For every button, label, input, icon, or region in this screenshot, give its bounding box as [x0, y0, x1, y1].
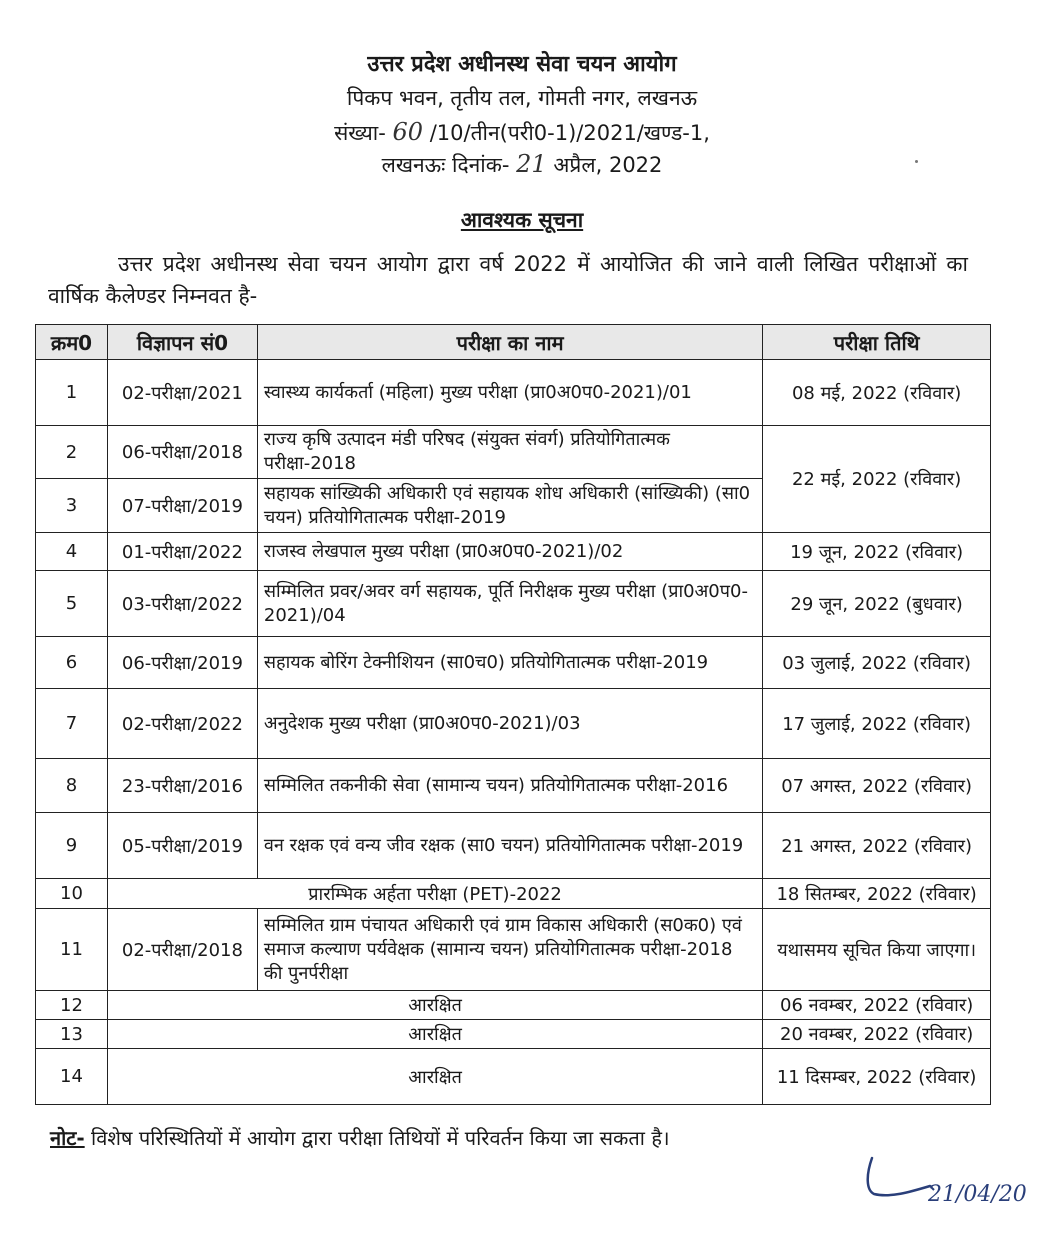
- header-exam-date: परीक्षा तिथि: [763, 325, 991, 360]
- serial-cell: 11: [36, 909, 108, 991]
- table-row: [36, 1020, 991, 1049]
- exam-date-cell: 22 मई, 2022 (रविवार): [763, 426, 991, 533]
- advertisement-cell: 05-परीक्षा/2019: [107, 813, 257, 879]
- exam-name-cell: अनुदेशक मुख्य परीक्षा (प्रा0अ0प0-2021)/03: [257, 689, 762, 759]
- serial-cell: 13: [36, 1020, 108, 1049]
- table-row: [36, 991, 991, 1020]
- advertisement-cell: 06-परीक्षा/2018: [107, 426, 257, 479]
- exam-name-cell: प्रारम्भिक अर्हता परीक्षा (PET)-2022: [107, 879, 762, 909]
- signature-date: 21/04/20: [928, 1182, 1027, 1207]
- footnote: [50, 1124, 670, 1151]
- exam-date-cell: 11 दिसम्बर, 2022 (रविवार): [763, 1049, 991, 1105]
- table-row: [36, 1049, 991, 1105]
- exam-date-cell: 08 मई, 2022 (रविवार): [763, 360, 991, 426]
- serial-cell: 14: [36, 1049, 108, 1105]
- ref-suffix: /10/तीन(परी0-1)/2021/खण्ड-1,: [429, 121, 710, 145]
- advertisement-cell: 02-परीक्षा/2021: [107, 360, 257, 426]
- exam-calendar-table: [35, 324, 991, 1105]
- exam-name-cell: स्वास्थ्य कार्यकर्ता (महिला) मुख्य परीक्षा (प्रा0अ0प0-2021)/01: [257, 360, 762, 426]
- exam-name-cell: आरक्षित: [107, 1020, 762, 1049]
- header-advertisement: विज्ञापन सं0: [107, 325, 257, 360]
- ref-handwritten: 60: [392, 118, 424, 146]
- notice-title: आवश्यक सूचना: [460, 208, 584, 232]
- advertisement-cell: 02-परीक्षा/2022: [107, 689, 257, 759]
- serial-cell: 6: [36, 637, 108, 689]
- table-row: [36, 909, 991, 991]
- table-row: [36, 813, 991, 879]
- exam-name-cell: सम्मिलित प्रवर/अवर वर्ग सहायक, पूर्ति निरीक्षक मुख्य परीक्षा (प्रा0अ0प0-2021)/04: [257, 571, 762, 637]
- advertisement-cell: 07-परीक्षा/2019: [107, 479, 257, 533]
- exam-name-cell: वन रक्षक एवं वन्य जीव रक्षक (सा0 चयन) प्रतियोगितात्मक परीक्षा-2019: [257, 813, 762, 879]
- exam-date-cell: 21 अगस्त, 2022 (रविवार): [763, 813, 991, 879]
- advertisement-cell: 01-परीक्षा/2022: [107, 533, 257, 571]
- advertisement-cell: 03-परीक्षा/2022: [107, 571, 257, 637]
- exam-name-cell: सहायक सांख्यिकी अधिकारी एवं सहायक शोध अधिकारी (सांख्यिकी) (सा0 चयन) प्रतियोगितात्मक परीक्षा-2019: [257, 479, 762, 533]
- exam-date-cell: 06 नवम्बर, 2022 (रविवार): [763, 991, 991, 1020]
- serial-cell: 7: [36, 689, 108, 759]
- serial-cell: 4: [36, 533, 108, 571]
- note-label: नोट-: [50, 1126, 85, 1150]
- speck: [915, 160, 918, 163]
- table-row: [36, 360, 991, 426]
- exam-name-cell: सम्मिलित तकनीकी सेवा (सामान्य चयन) प्रतियोगितात्मक परीक्षा-2016: [257, 759, 762, 813]
- reference-number: [0, 118, 1044, 147]
- intro-paragraph: उत्तर प्रदेश अधीनस्थ सेवा चयन आयोग द्वारा वर्ष 2022 में आयोजित की जाने वाली लिखित परीक्षाओं का वार्षिक कैलेण्डर निम्नवत है-: [48, 252, 968, 308]
- table-row: [36, 533, 991, 571]
- organization-name: उत्तर प्रदेश अधीनस्थ सेवा चयन आयोग: [367, 52, 677, 77]
- date-prefix: लखनऊः दिनांक-: [381, 153, 510, 177]
- exam-name-cell: आरक्षित: [107, 991, 762, 1020]
- table-row: [36, 637, 991, 689]
- serial-cell: 3: [36, 479, 108, 533]
- serial-cell: 12: [36, 991, 108, 1020]
- exam-date-cell: 07 अगस्त, 2022 (रविवार): [763, 759, 991, 813]
- table-row: [36, 759, 991, 813]
- organization-address: पिकप भवन, तृतीय तल, गोमती नगर, लखनऊ: [346, 86, 698, 110]
- table-row: [36, 571, 991, 637]
- advertisement-cell: 02-परीक्षा/2018: [107, 909, 257, 991]
- header-serial: क्रम0: [36, 325, 108, 360]
- table-row: [36, 426, 991, 479]
- exam-name-cell: राज्य कृषि उत्पादन मंडी परिषद (संयुक्त संवर्ग) प्रतियोगितात्मक परीक्षा-2018: [257, 426, 762, 479]
- exam-name-cell: सम्मिलित ग्राम पंचायत अधिकारी एवं ग्राम विकास अधिकारी (स0क0) एवं समाज कल्याण पर्यवेक्षक (सामान्य चयन) प्रतियोगितात्मक परीक्षा-2018 की पुनर्परीक्षा: [257, 909, 762, 991]
- exam-date-cell: 18 सितम्बर, 2022 (रविवार): [763, 879, 991, 909]
- table-row: [36, 689, 991, 759]
- advertisement-cell: 23-परीक्षा/2016: [107, 759, 257, 813]
- exam-date-cell: यथासमय सूचित किया जाएगा।: [763, 909, 991, 991]
- exam-date-cell: 19 जून, 2022 (रविवार): [763, 533, 991, 571]
- header-exam-name: परीक्षा का नाम: [257, 325, 762, 360]
- exam-name-cell: राजस्व लेखपाल मुख्य परीक्षा (प्रा0अ0प0-2021)/02: [257, 533, 762, 571]
- serial-cell: 10: [36, 879, 108, 909]
- serial-cell: 8: [36, 759, 108, 813]
- exam-name-cell: आरक्षित: [107, 1049, 762, 1105]
- exam-date-cell: 03 जुलाई, 2022 (रविवार): [763, 637, 991, 689]
- exam-date-cell: 20 नवम्बर, 2022 (रविवार): [763, 1020, 991, 1049]
- exam-date-cell: 29 जून, 2022 (बुधवार): [763, 571, 991, 637]
- date-handwritten: 21: [516, 150, 547, 178]
- serial-cell: 5: [36, 571, 108, 637]
- table-header-row: [36, 325, 991, 360]
- table-row: [36, 879, 991, 909]
- exam-name-cell: सहायक बोरिंग टेक्नीशियन (सा0च0) प्रतियोगितात्मक परीक्षा-2019: [257, 637, 762, 689]
- serial-cell: 2: [36, 426, 108, 479]
- exam-date-cell: 17 जुलाई, 2022 (रविवार): [763, 689, 991, 759]
- ref-prefix: संख्या-: [334, 121, 386, 145]
- serial-cell: 9: [36, 813, 108, 879]
- note-text: विशेष परिस्थितियों में आयोग द्वारा परीक्षा तिथियों में परिवर्तन किया जा सकता है।: [91, 1126, 670, 1150]
- issue-date: [0, 150, 1044, 179]
- serial-cell: 1: [36, 360, 108, 426]
- advertisement-cell: 06-परीक्षा/2019: [107, 637, 257, 689]
- date-suffix: अप्रैल, 2022: [553, 153, 663, 177]
- handwritten-signature: [860, 1150, 1040, 1230]
